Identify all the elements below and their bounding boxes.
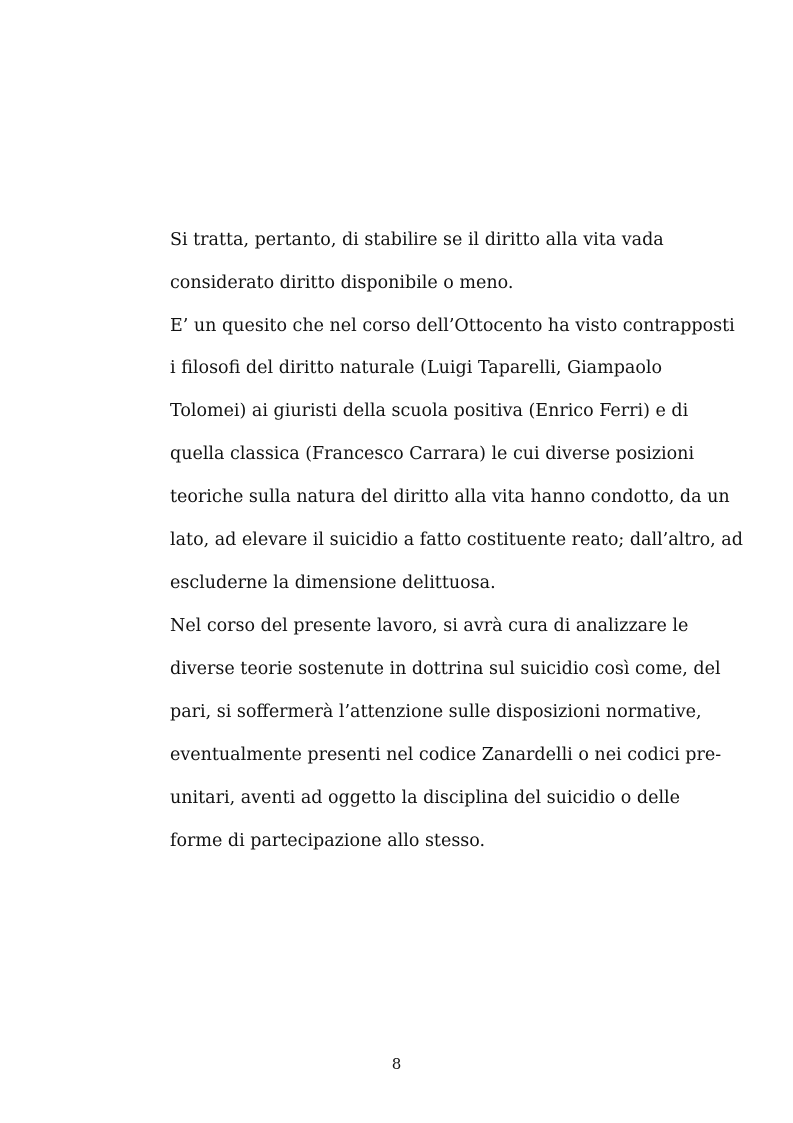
- paragraph-3-line-4: eventualmente presenti nel codice Zanardelli o nei codici pre-: [170, 745, 722, 765]
- page-number: 8: [391, 1055, 402, 1073]
- paragraph-3-line-6: forme di partecipazione allo stesso.: [170, 831, 486, 851]
- paragraph-1-line-2: considerato diritto disponibile o meno.: [170, 273, 514, 293]
- paragraph-2-line-1: E’ un quesito che nel corso dell’Ottocento ha visto contrapposti: [170, 316, 735, 336]
- paragraph-2-line-3: Tolomei) ai giuristi della scuola positiva (Enrico Ferri) e di: [170, 401, 689, 421]
- paragraph-2-line-7: escluderne la dimensione delittuosa.: [170, 573, 496, 593]
- paragraph-3-line-2: diverse teorie sostenute in dottrina sul suicidio così come, del: [170, 659, 721, 679]
- paragraph-2-line-6: lato, ad elevare il suicidio a fatto costituente reato; dall’altro, ad: [170, 530, 743, 550]
- paragraph-1-line-1: Si tratta, pertanto, di stabilire se il diritto alla vita vada: [170, 230, 664, 250]
- paragraph-3-line-3: pari, si soffermerà l’attenzione sulle disposizioni normative,: [170, 702, 702, 722]
- paragraph-2-line-2: i filosofi del diritto naturale (Luigi Taparelli, Giampaolo: [170, 358, 662, 378]
- paragraph-3-line-5: unitari, aventi ad oggetto la disciplina del suicidio o delle: [170, 788, 680, 808]
- paragraph-2-line-5: teoriche sulla natura del diritto alla vita hanno condotto, da un: [170, 487, 730, 507]
- paragraph-3-line-1: Nel corso del presente lavoro, si avrà cura di analizzare le: [170, 616, 689, 636]
- paragraph-2-line-4: quella classica (Francesco Carrara) le cui diverse posizioni: [170, 444, 695, 464]
